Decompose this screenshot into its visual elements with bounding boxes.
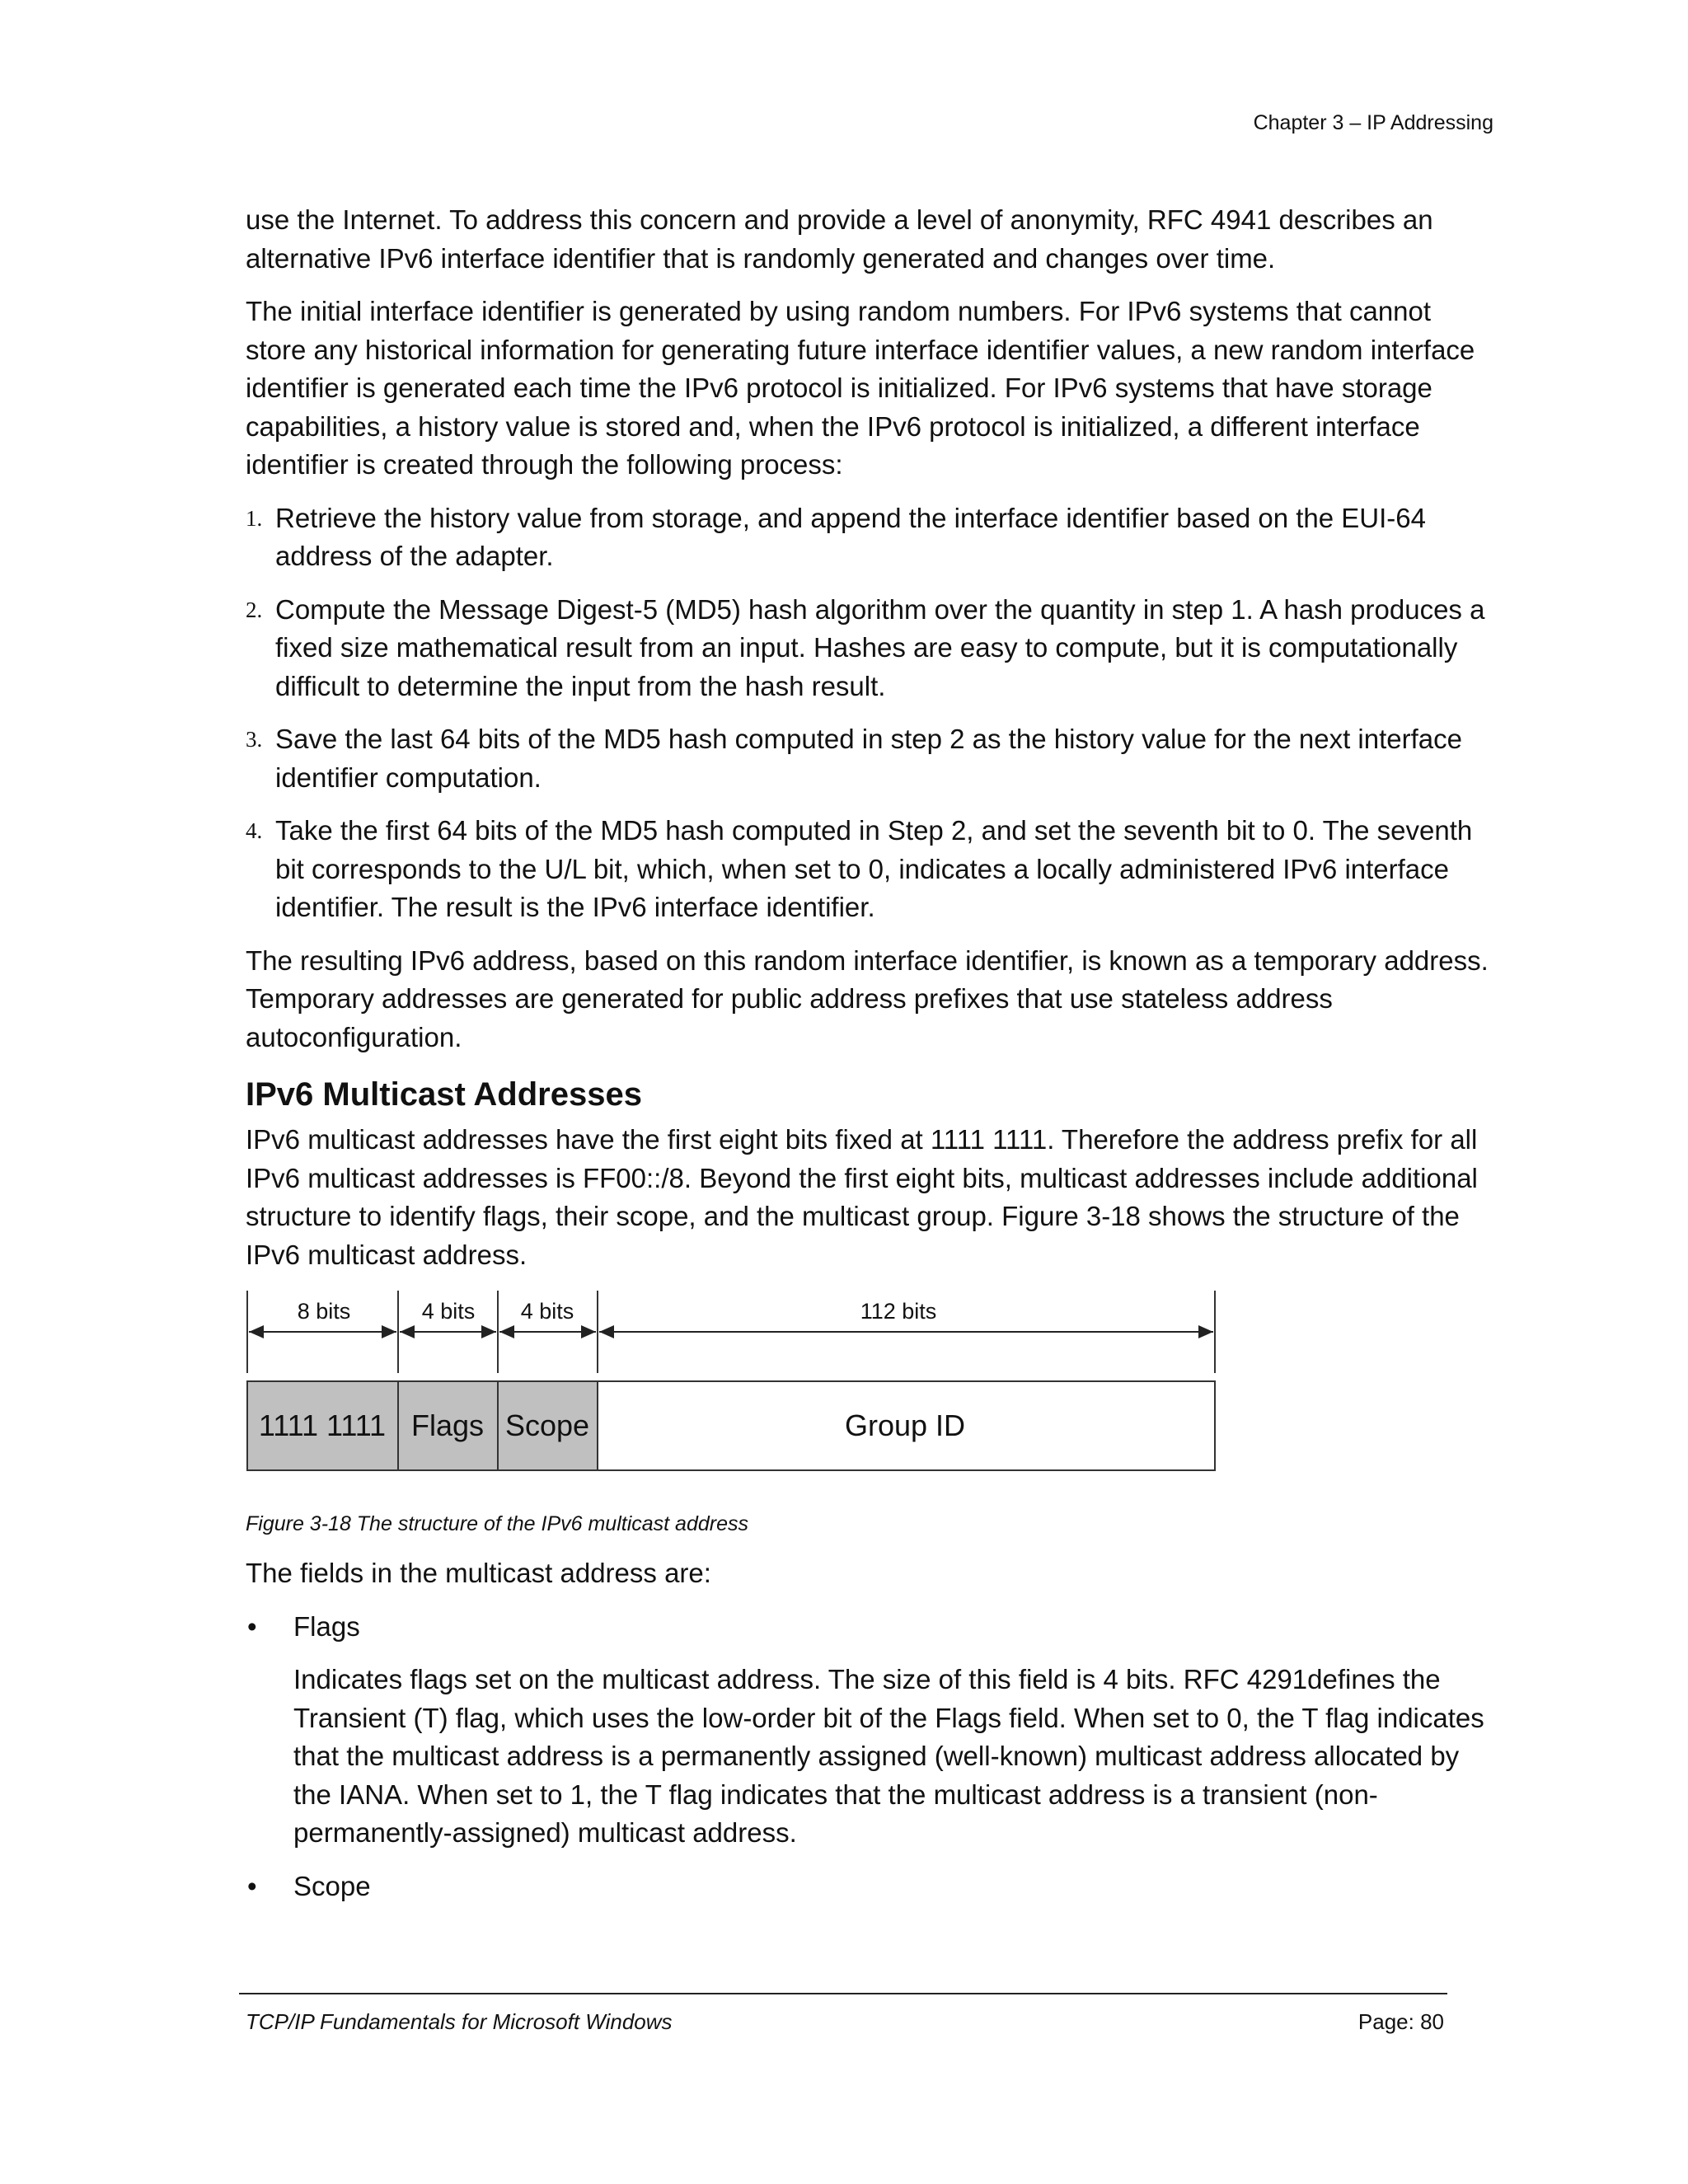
- numbered-steps: [246, 499, 1498, 927]
- page-body: [246, 201, 1498, 1920]
- page-number: Page: 80: [1357, 2009, 1444, 2034]
- step-text: Save the last 64 bits of the MD5 hash computed in step 2 as the history value for the next interface identifier computation.: [275, 724, 1462, 793]
- step-number: 4.: [246, 818, 263, 843]
- paragraph: use the Internet. To address this concern and provide a level of anonymity, RFC 4941 describes an alternative IPv6 interface identifier that is randomly generated and changes over time.: [246, 204, 1433, 274]
- field-description: Indicates flags set on the multicast address. The size of this field is 4 bits. RFC 4291defines the Transient (T) flag, which uses the low-order bit of the Flags field. When set to 0, the T flag indicates that the multicast address is a permanently assigned (well-known) multicast address allocated by the IANA. When set to 1, the T flag indicates that the multicast address is a transient (non-permanently-assigned) multicast address.: [293, 1664, 1484, 1848]
- field-list: [246, 1868, 1498, 1906]
- bit-label: 112 bits: [860, 1299, 937, 1324]
- step-number: 3.: [246, 727, 263, 752]
- field-label: Group ID: [844, 1408, 966, 1442]
- field-label: Flags: [410, 1408, 485, 1442]
- list-item: [246, 499, 1498, 576]
- step-number: 2.: [246, 597, 263, 622]
- paragraph: The resulting IPv6 address, based on this random interface identifier, is known as a temporary address. Temporary addresses are generated for public address prefixes that use stateless address autoconfiguration.: [246, 944, 1489, 1052]
- bit-label: 8 bits: [297, 1299, 351, 1324]
- running-header: Chapter 3 – IP Addressing: [1253, 111, 1493, 134]
- footer-title: TCP/IP Fundamentals for Microsoft Windows: [246, 2009, 673, 2034]
- list-item: [246, 1868, 1498, 1906]
- field-name: Flags: [293, 1610, 360, 1642]
- field-name: Scope: [293, 1870, 371, 1901]
- bit-label: 4 bits: [421, 1299, 476, 1324]
- list-item: [246, 812, 1498, 927]
- figure-caption: Figure 3-18 The structure of the IPv6 multicast address: [246, 1512, 748, 1535]
- step-text: Retrieve the history value from storage, and append the interface identifier based on the EUI-64 address of the adapter.: [275, 502, 1426, 571]
- multicast-address-diagram: [246, 1291, 1235, 1497]
- paragraph: The initial interface identifier is generated by using random numbers. For IPv6 systems that cannot store any historical information for generating future interface identifier values, a new random interface identifier is generated each time the IPv6 protocol is initialized. For IPv6 systems that have storage capabilities, a history value is stored and, when the IPv6 protocol is initialized, a different interface identifier is created through the following process:: [246, 296, 1475, 480]
- step-number: 1.: [246, 505, 263, 531]
- step-text: Compute the Message Digest-5 (MD5) hash algorithm over the quantity in step 1. A hash produces a fixed size mathematical result from an input. Hashes are easy to compute, but it is computationally difficult to determine the input from the hash result.: [275, 593, 1485, 701]
- list-item: [246, 1608, 1498, 1647]
- field-label: Scope: [504, 1408, 590, 1442]
- list-item: [246, 720, 1498, 797]
- bit-label: 4 bits: [520, 1299, 574, 1324]
- bullet-icon: •: [247, 1610, 257, 1642]
- bullet-icon: •: [247, 1870, 257, 1901]
- footer-divider: [239, 1993, 1447, 1994]
- step-text: Take the first 64 bits of the MD5 hash computed in Step 2, and set the seventh bit to 0. The seventh bit corresponds to the U/L bit, which, when set to 0, indicates a locally administered IPv6 interface identifier. The result is the IPv6 interface identifier.: [275, 815, 1473, 922]
- paragraph: The fields in the multicast address are:: [246, 1558, 711, 1588]
- paragraph: IPv6 multicast addresses have the first eight bits fixed at 1111 1111. Therefore the address prefix for all IPv6 multicast addresses is FF00::/8. Beyond the first eight bits, multicast addresses include additional structure to identify flags, their scope, and the multicast group. Figure 3-18 shows the structure of the IPv6 multicast address.: [246, 1124, 1478, 1270]
- field-label: 1111 1111: [258, 1408, 387, 1442]
- list-item: [246, 591, 1498, 706]
- section-heading: IPv6 Multicast Addresses: [246, 1076, 642, 1113]
- field-list: [246, 1608, 1498, 1647]
